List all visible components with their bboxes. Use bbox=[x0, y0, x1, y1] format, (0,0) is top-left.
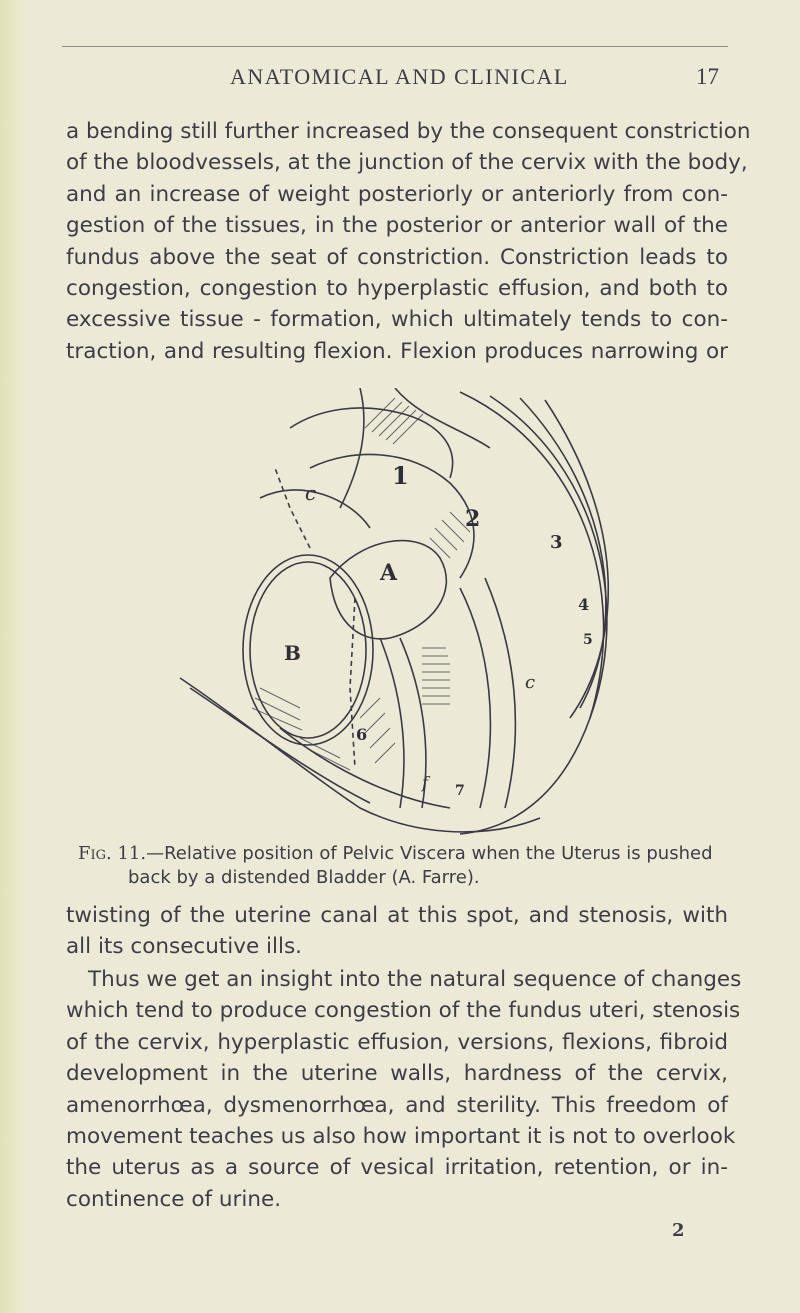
dashed-axis-2 bbox=[350, 598, 355, 768]
figure-label-c-lower: c bbox=[525, 672, 536, 693]
text-line: excessive tissue - formation, which ultimately tends to con- bbox=[66, 307, 728, 333]
uterus-outline bbox=[330, 541, 446, 639]
caption-text-1: —Relative position of Pelvic Viscera when the Uterus is pushed bbox=[146, 843, 713, 864]
figure-label-6: 6 bbox=[356, 725, 368, 744]
hatching-4 bbox=[252, 688, 350, 770]
vaginal-tube-1 bbox=[380, 638, 404, 808]
caption-line-1 bbox=[78, 842, 718, 866]
figure-label-3: 3 bbox=[550, 532, 563, 553]
page-number: 17 bbox=[696, 64, 719, 89]
paragraph-3 bbox=[66, 964, 742, 1215]
caption-line-2: back by a distended Bladder (A. Farre). bbox=[128, 867, 480, 888]
figure-label-a: A bbox=[380, 560, 398, 586]
figure-label-2: 2 bbox=[465, 506, 481, 532]
intestine-line-2 bbox=[395, 388, 490, 448]
text-line: movement teaches us also how important it is not to overlook bbox=[66, 1124, 736, 1150]
page-edge bbox=[0, 0, 28, 1313]
text-line: congestion, congestion to hyperplastic effusion, and both to bbox=[66, 276, 728, 302]
perineal-curve-2 bbox=[190, 688, 370, 803]
caption-figure-number: Fig. 11. bbox=[78, 843, 147, 864]
perineal-curve bbox=[180, 678, 540, 832]
hatching-2 bbox=[430, 512, 470, 558]
text-line: a bending still further increased by the consequent constriction bbox=[66, 119, 751, 144]
paragraph-1 bbox=[66, 116, 751, 367]
text-line: of the bloodvessels, at the junction of the cervix with the body, bbox=[66, 150, 748, 176]
text-line: twisting of the uterine canal at this spot, and stenosis, with bbox=[66, 903, 728, 928]
paragraph-2 bbox=[66, 900, 728, 963]
sacral-curve-2 bbox=[490, 396, 607, 718]
figure-label-7: 7 bbox=[455, 783, 465, 799]
text-line: gestion of the tissues, in the posterior or anterior wall of the bbox=[66, 213, 728, 239]
dashed-axis-1 bbox=[275, 468, 310, 548]
running-head bbox=[0, 64, 800, 98]
rectal-tube-1 bbox=[460, 588, 490, 808]
pelvic-viscera-illustration bbox=[160, 388, 680, 838]
text-line: of the cervix, hyperplastic effusion, versions, flexions, fibroid bbox=[66, 1029, 728, 1055]
intestine-line bbox=[340, 388, 364, 508]
pelvic-viscera-figure bbox=[160, 388, 680, 838]
text-line: the uterus as a source of vesical irritation, retention, or in- bbox=[66, 1155, 728, 1181]
running-title: ANATOMICAL AND CLINICAL bbox=[230, 64, 569, 89]
figure-label-b: B bbox=[284, 641, 301, 665]
hatching-3 bbox=[422, 648, 450, 704]
figure-caption bbox=[78, 842, 718, 890]
header-rule bbox=[62, 46, 728, 47]
figure-label-4: 4 bbox=[578, 595, 590, 614]
figure-label-f: f bbox=[422, 773, 428, 792]
text-line: which tend to produce congestion of the fundus uteri, stenosis bbox=[66, 998, 741, 1024]
signature-mark: 2 bbox=[672, 1220, 685, 1241]
text-line: Thus we get an insight into the natural sequence of changes bbox=[88, 967, 742, 992]
figure-label-1: 1 bbox=[392, 461, 409, 490]
figure-label-5: 5 bbox=[583, 632, 593, 648]
text-line: continence of urine. bbox=[66, 1186, 282, 1212]
text-line: amenorrhœa, dysmenorrhœa, and sterility. This freedom of bbox=[66, 1092, 728, 1118]
text-line: fundus above the seat of constriction. Constriction leads to bbox=[66, 244, 728, 270]
bladder-inner bbox=[250, 562, 366, 738]
text-line: and an increase of weight posteriorly or anteriorly from con- bbox=[66, 181, 728, 207]
sacral-curve-4 bbox=[545, 400, 608, 718]
text-line: traction, and resulting flexion. Flexion produces narrowing or bbox=[66, 338, 728, 364]
text-line: development in the uterine walls, hardness of the cervix, bbox=[66, 1061, 728, 1087]
figure-label-c-upper: c bbox=[305, 481, 317, 505]
text-line: all its consecutive ills. bbox=[66, 934, 303, 960]
bladder-outline bbox=[243, 555, 373, 745]
